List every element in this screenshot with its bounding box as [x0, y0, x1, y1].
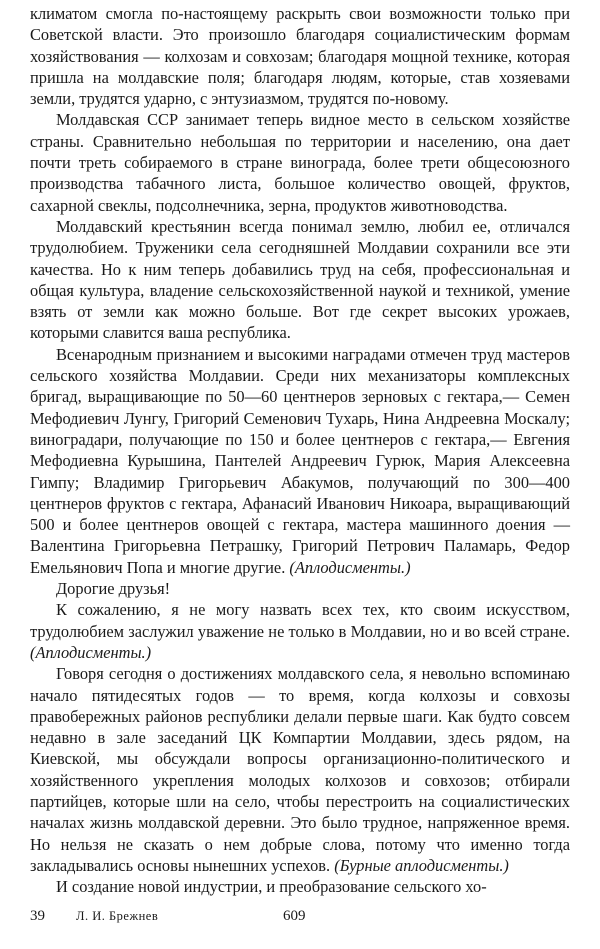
paragraph-text: К сожалению, я не могу назвать всех тех, кто своим искусством, трудолюбием заслужил уважение не только в Молдавии, но и во всей стране.	[30, 600, 570, 641]
paragraph-text: Дорогие друзья!	[56, 579, 171, 599]
paragraph-text: Всенародным признанием и высокими наградами отмечен труд мастеров сельского хозяйства Молдавии. Среди них механизаторы комплексных бригад, выращивающие по 50—60 центнеров зерновых с гектара,— Семен Мефодиевич Лунгу, Григорий Семенович Тухарь, Нина Андреевна Москалу; виноградари, получающие по 150 и более центнеров с гектара,— Евгения Мефодиевна Курышина, Пантелей Андреевич Гурюк, Мария Алексеевна Гимпу; Владимир Григорьевич Абакумов, получающий по 300—400 центнеров фруктов с гектара, Афанасий Иванович Никоара, выращивающий 500 и более центнеров овощей с гектара, мастера машинного доения — Валентина Григорьевна Петрашку, Григорий Петрович Паламарь, Федор Емельянович Попа и многие другие.	[30, 344, 570, 577]
paragraph	[30, 344, 570, 578]
paragraph-text: Молдавский крестьянин всегда понимал землю, любил ее, отличался трудолюбием. Труженики села сегодняшней Молдавии сохранили все эти качества. Но к ним теперь добавились труд на себя, профессиональная и общая культура, владение сельскохозяйственной наукой и техникой, умение взять от земли как можно больше. Вот где секрет высоких урожаев, которыми славится ваша республика.	[30, 216, 570, 343]
paragraph	[30, 578, 570, 599]
paragraph-text: Говоря сегодня о достижениях молдавского села, я невольно вспоминаю начало пятидесятых годов — то время, когда колхозы и совхозы правобережных районов республики делали первые шаги. Как будто совсем недавно в зале заседаний ЦК Компартии Молдавии, здесь рядом, на Киевской, мы обсуждали вопросы организационно-политического и хозяйственного укрепления молодых колхозов и совхозов; отбирали партийцев, которые шли на село, чтобы перестроить на социалистических началах жизнь молдавской деревни. Это было трудное, напряженное время. Но нельзя не сказать о нем добрые слова, потому что именно тогда закладывались основы нынешних успехов.	[30, 664, 570, 875]
page-footer	[30, 908, 570, 932]
paragraph-text: И создание новой индустрии, и преобразование сельского хо-	[56, 877, 487, 897]
page-body	[30, 3, 570, 897]
paragraph-text: климатом смогла по-настоящему раскрыть свои возможности только при Советской власти. Это произошло благодаря социалистическим формам хозяйствования — колхозам и совхозам; благодаря мощной технике, которая пришла на молдавские поля; благодаря людям, которые, став хозяевами земли, трудятся ударно, с энтузиазмом, трудятся по-новому.	[30, 4, 570, 109]
applause-note: (Аплодисменты.)	[30, 642, 152, 662]
page-number: 609	[283, 908, 306, 924]
paragraph	[30, 3, 570, 109]
paragraph-text: Молдавская ССР занимает теперь видное место в сельском хозяйстве страны. Сравнительно небольшая по территории и населению, она дает почти треть собираемого в стране винограда, более трети общесоюзного производства табачного листа, большое количество овощей, фруктов, сахарной свеклы, подсолнечника, зерна, продуктов животноводства.	[30, 110, 570, 215]
paragraph	[30, 663, 570, 876]
paragraph	[30, 599, 570, 663]
applause-note: (Аплодисменты.)	[289, 557, 411, 577]
signature-number: 39	[30, 908, 45, 924]
applause-note: (Бурные аплодисменты.)	[334, 855, 509, 875]
paragraph	[30, 876, 570, 897]
paragraph	[30, 216, 570, 344]
paragraph	[30, 109, 570, 215]
signature-name: Л. И. Брежнев	[76, 909, 159, 923]
